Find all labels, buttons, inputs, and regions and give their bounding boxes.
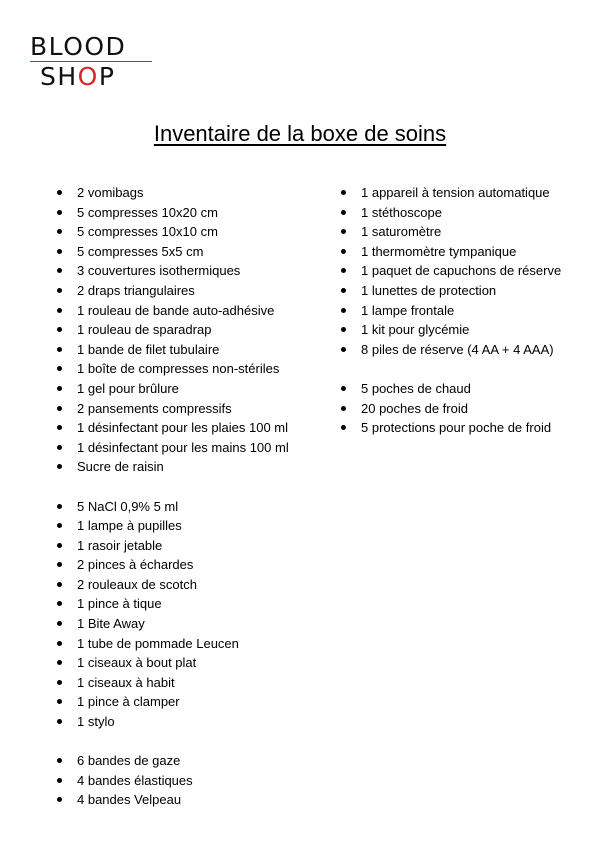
inventory-item: 1 paquet de capuchons de réserve	[340, 261, 598, 281]
blood-shop-logo	[30, 34, 150, 90]
inventory-item: 5 poches de chaud	[340, 379, 598, 399]
inventory-item: 4 bandes Velpeau	[56, 790, 346, 810]
inventory-item: 1 gel pour brûlure	[56, 379, 346, 399]
inventory-item: 5 compresses 10x20 cm	[56, 203, 346, 223]
inventory-item: 1 thermomètre tympanique	[340, 242, 598, 262]
inventory-item: 2 pansements compressifs	[56, 399, 346, 419]
inventory-item: 1 lunettes de protection	[340, 281, 598, 301]
inventory-item: 5 NaCl 0,9% 5 ml	[56, 497, 346, 517]
inventory-item: 2 rouleaux de scotch	[56, 575, 346, 595]
inventory-item: 1 désinfectant pour les plaies 100 ml	[56, 418, 346, 438]
right-column	[340, 183, 598, 438]
inventory-item: 1 kit pour glycémie	[340, 320, 598, 340]
inventory-list	[56, 751, 346, 810]
page-title: Inventaire de la boxe de soins	[153, 121, 447, 146]
inventory-item: 1 lampe à pupilles	[56, 516, 346, 536]
left-column	[56, 183, 346, 810]
inventory-item: 1 ciseaux à bout plat	[56, 653, 346, 673]
inventory-item: 1 stéthoscope	[340, 203, 598, 223]
inventory-item: 1 saturomètre	[340, 222, 598, 242]
inventory-item: 2 draps triangulaires	[56, 281, 346, 301]
inventory-item: 4 bandes élastiques	[56, 771, 346, 791]
inventory-item: 1 désinfectant pour les mains 100 ml	[56, 438, 346, 458]
inventory-item: 3 couvertures isothermiques	[56, 261, 346, 281]
group-spacer	[56, 732, 346, 752]
inventory-item: 1 boîte de compresses non-stériles	[56, 359, 346, 379]
logo-line-blood: BLOOD	[30, 32, 127, 61]
inventory-item: 1 Bite Away	[56, 614, 346, 634]
inventory-list	[340, 183, 598, 359]
inventory-item: Sucre de raisin	[56, 457, 346, 477]
group-spacer	[340, 359, 598, 379]
inventory-item: 5 compresses 5x5 cm	[56, 242, 346, 262]
inventory-item: 1 rouleau de bande auto-adhésive	[56, 301, 346, 321]
inventory-list	[340, 379, 598, 438]
logo-shop-p: P	[98, 62, 116, 91]
inventory-item: 1 bande de filet tubulaire	[56, 340, 346, 360]
inventory-list	[56, 497, 346, 732]
inventory-item: 1 tube de pommade Leucen	[56, 634, 346, 654]
inventory-item: 1 lampe frontale	[340, 301, 598, 321]
inventory-item: 1 rouleau de sparadrap	[56, 320, 346, 340]
inventory-item: 1 stylo	[56, 712, 346, 732]
inventory-item: 5 protections pour poche de froid	[340, 418, 598, 438]
group-spacer	[56, 477, 346, 497]
inventory-item: 1 appareil à tension automatique	[340, 183, 598, 203]
inventory-item: 1 pince à tique	[56, 594, 346, 614]
inventory-item: 6 bandes de gaze	[56, 751, 346, 771]
inventory-item: 1 ciseaux à habit	[56, 673, 346, 693]
logo-shop-sh: SH	[40, 62, 78, 91]
inventory-item: 2 pinces à échardes	[56, 555, 346, 575]
inventory-item: 2 vomibags	[56, 183, 346, 203]
inventory-item: 5 compresses 10x10 cm	[56, 222, 346, 242]
inventory-item: 1 rasoir jetable	[56, 536, 346, 556]
inventory-item: 8 piles de réserve (4 AA + 4 AAA)	[340, 340, 598, 360]
logo-line-shop	[40, 64, 150, 90]
inventory-item: 1 pince à clamper	[56, 692, 346, 712]
inventory-list	[56, 183, 346, 477]
logo-shop-o: O	[77, 62, 99, 91]
inventory-item: 20 poches de froid	[340, 399, 598, 419]
